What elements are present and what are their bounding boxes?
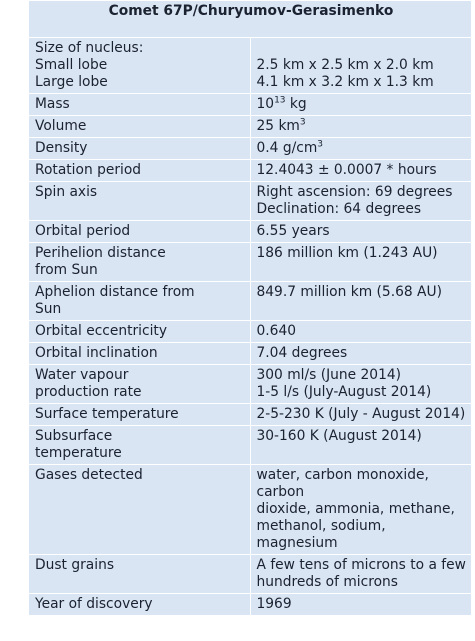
row-value (250, 94, 472, 116)
value-suffix: kg (285, 96, 307, 112)
row-value-line (257, 74, 468, 91)
row-value-text: 849.7 million km (5.68 AU) (256, 284, 442, 300)
row-value-line (257, 467, 468, 501)
row-label (29, 116, 251, 138)
table-row (29, 138, 472, 160)
row-label (29, 426, 251, 465)
table-row (29, 594, 472, 616)
row-value-text: 2.5 km x 2.5 km x 2.0 km (256, 57, 434, 73)
row-label-line: Surface temperature (35, 406, 179, 422)
row-label-line: Orbital period (35, 223, 131, 239)
row-value-line (257, 406, 468, 423)
facts-table-body (29, 1, 472, 616)
row-value-text: 4.1 km x 3.2 km x 1.3 km (256, 74, 434, 90)
table-row (29, 426, 472, 465)
title-row (29, 1, 472, 38)
row-value-text: dioxide, ammonia, methane, (256, 501, 455, 517)
row-label-line: Water vapour (35, 367, 129, 383)
row-label-line: Gases detected (35, 467, 143, 483)
row-value-line (257, 40, 468, 57)
row-value (250, 38, 472, 94)
row-label (29, 138, 251, 160)
row-value (250, 160, 472, 182)
row-value-line (257, 345, 468, 362)
row-label-line: temperature (35, 445, 122, 461)
row-label-line: Dust grains (35, 557, 115, 573)
row-label-line: Orbital eccentricity (35, 323, 168, 339)
row-label (29, 594, 251, 616)
row-value-text: 6.55 years (256, 223, 330, 239)
row-value-text: 25 km (256, 118, 300, 134)
table-row (29, 343, 472, 365)
row-value (250, 138, 472, 160)
row-label-line: Size of nucleus: (35, 40, 144, 56)
row-value (250, 116, 472, 138)
row-value-text: water, carbon monoxide, carbon (256, 467, 429, 500)
row-value (250, 365, 472, 404)
row-label (29, 321, 251, 343)
row-value-line (257, 140, 468, 157)
row-label-line: from Sun (35, 262, 98, 278)
row-label (29, 282, 251, 321)
table-row (29, 555, 472, 594)
comet-facts-table (28, 0, 472, 616)
row-label (29, 555, 251, 594)
row-label (29, 160, 251, 182)
row-label (29, 365, 251, 404)
row-value-text: A few tens of microns to a few (256, 557, 466, 573)
row-value-line (257, 384, 468, 401)
row-value-line (257, 518, 468, 552)
row-value-text: hundreds of microns (256, 574, 398, 590)
row-value-text: 1969 (256, 596, 292, 612)
table-row (29, 221, 472, 243)
row-value-text: 300 ml/s (June 2014) (256, 367, 402, 383)
row-label (29, 94, 251, 116)
row-value-line (257, 428, 468, 445)
row-value (250, 182, 472, 221)
row-value-text: Declination: 64 degrees (256, 201, 422, 217)
row-value (250, 282, 472, 321)
row-value-line (257, 367, 468, 384)
row-label-line: Spin axis (35, 184, 98, 200)
row-value-text: 0.4 g/cm (256, 140, 318, 156)
row-label-line: Subsurface (35, 428, 113, 444)
table-row (29, 243, 472, 282)
row-value-text: 7.04 degrees (256, 345, 348, 361)
row-label (29, 465, 251, 555)
row-value (250, 594, 472, 616)
row-label-line: Mass (35, 96, 70, 112)
row-label (29, 243, 251, 282)
row-value (250, 555, 472, 594)
row-label-line: Volume (35, 118, 87, 134)
row-value (250, 426, 472, 465)
table-row (29, 38, 472, 94)
row-label-line: Year of discovery (35, 596, 153, 612)
row-value-line (257, 96, 468, 113)
table-row (29, 282, 472, 321)
table-row (29, 182, 472, 221)
row-label-line: Perihelion distance (35, 245, 166, 261)
row-value-text: 186 million km (1.243 AU) (256, 245, 438, 261)
row-value-line (257, 223, 468, 240)
row-label-line: Aphelion distance from (35, 284, 195, 300)
row-value-line (257, 323, 468, 340)
table-row (29, 404, 472, 426)
row-value-line (257, 501, 468, 518)
table-row (29, 160, 472, 182)
row-value (250, 243, 472, 282)
row-value-text: 12.4043 ± 0.0007 * hours (256, 162, 437, 178)
row-value-text: Right ascension: 69 degrees (256, 184, 453, 200)
table-title: Comet 67P/Churyumov-Gerasimenko (29, 1, 472, 38)
row-label (29, 221, 251, 243)
row-value-line (257, 162, 468, 179)
value-superscript: 13 (274, 95, 286, 106)
table-row (29, 116, 472, 138)
row-value-line (257, 184, 468, 201)
value-superscript: 3 (299, 117, 306, 128)
row-value (250, 321, 472, 343)
row-value (250, 404, 472, 426)
row-value-text: 30-160 K (August 2014) (256, 428, 422, 444)
row-label (29, 343, 251, 365)
row-label-line: Orbital inclination (35, 345, 158, 361)
row-value-text: methanol, sodium, magnesium (256, 518, 386, 551)
row-value-line (257, 201, 468, 218)
row-label-line: production rate (35, 384, 142, 400)
row-value-line (257, 574, 468, 591)
row-label (29, 182, 251, 221)
comet-facts-panel (28, 0, 472, 616)
row-value-text: 0.640 (256, 323, 296, 339)
row-label-line: Sun (35, 301, 62, 317)
row-value-line (257, 596, 468, 613)
row-value-line (257, 557, 468, 574)
row-value-text: 10 (256, 96, 275, 112)
row-label (29, 404, 251, 426)
row-value-line (257, 284, 468, 301)
row-value-line (257, 118, 468, 135)
table-row (29, 365, 472, 404)
value-superscript: 3 (317, 139, 323, 150)
table-row (29, 465, 472, 555)
table-row (29, 94, 472, 116)
row-value-line (257, 245, 468, 262)
row-value (250, 343, 472, 365)
row-label (29, 38, 251, 94)
row-label-line: Density (35, 140, 88, 156)
row-value-line (257, 57, 468, 74)
row-label-line: Small lobe (35, 57, 108, 73)
row-value-text: 1-5 l/s (July-August 2014) (256, 384, 432, 400)
row-label-line: Large lobe (35, 74, 108, 90)
table-row (29, 321, 472, 343)
row-value (250, 221, 472, 243)
row-value (250, 465, 472, 555)
row-label-line: Rotation period (35, 162, 142, 178)
row-value-text: 2-5-230 K (July - August 2014) (256, 406, 466, 422)
